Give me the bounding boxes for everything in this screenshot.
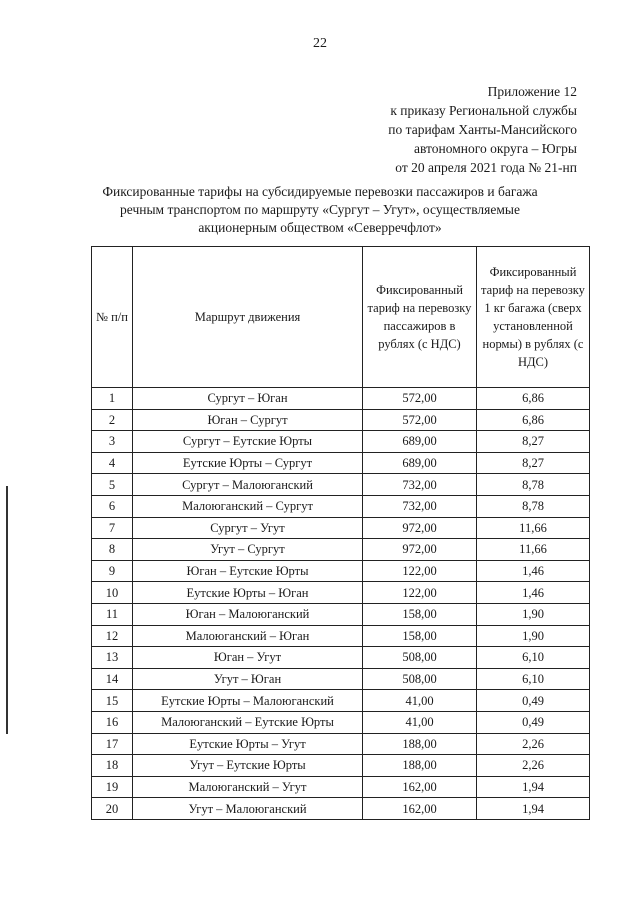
baggage-tariff-cell: 8,78 (477, 495, 590, 517)
row-number-cell: 5 (92, 474, 133, 496)
appendix-line: автономного округа – Югры (414, 141, 577, 156)
route-cell: Малоюганский – Угут (133, 776, 363, 798)
appendix-line: Приложение 12 (487, 84, 577, 99)
row-number-cell: 8 (92, 539, 133, 561)
table-row (92, 625, 590, 647)
route-cell: Сургут – Малоюганский (133, 474, 363, 496)
passenger-tariff-cell: 162,00 (363, 798, 477, 820)
table-row (92, 647, 590, 669)
baggage-tariff-cell: 6,10 (477, 668, 590, 690)
title-line: речным транспортом по маршруту «Сургут – Угут», осуществляемые (120, 202, 520, 217)
row-number-cell: 7 (92, 517, 133, 539)
row-number-cell: 10 (92, 582, 133, 604)
appendix-line: по тарифам Ханты-Мансийского (388, 122, 577, 137)
route-cell: Малоюганский – Еутские Юрты (133, 711, 363, 733)
passenger-tariff-cell: 972,00 (363, 517, 477, 539)
row-number-cell: 12 (92, 625, 133, 647)
title-line: Фиксированные тарифы на субсидируемые перевозки пассажиров и багажа (102, 184, 538, 199)
page-number: 22 (313, 36, 327, 51)
route-cell: Еутские Юрты – Юган (133, 582, 363, 604)
table-body (92, 388, 590, 820)
baggage-tariff-cell: 1,90 (477, 625, 590, 647)
column-header-route: Маршрут движения (133, 247, 363, 388)
baggage-tariff-cell: 2,26 (477, 733, 590, 755)
appendix-line: к приказу Региональной службы (390, 103, 577, 118)
table-row (92, 776, 590, 798)
table-row (92, 668, 590, 690)
table-row (92, 582, 590, 604)
table-row (92, 495, 590, 517)
document-title (70, 183, 570, 237)
passenger-tariff-cell: 158,00 (363, 603, 477, 625)
passenger-tariff-cell: 508,00 (363, 647, 477, 669)
table-row (92, 388, 590, 410)
route-cell: Угут – Юган (133, 668, 363, 690)
row-number-cell: 18 (92, 755, 133, 777)
route-cell: Угут – Еутские Юрты (133, 755, 363, 777)
baggage-tariff-cell: 1,94 (477, 798, 590, 820)
passenger-tariff-cell: 732,00 (363, 474, 477, 496)
passenger-tariff-cell: 972,00 (363, 539, 477, 561)
row-number-cell: 16 (92, 711, 133, 733)
route-cell: Юган – Сургут (133, 409, 363, 431)
baggage-tariff-cell: 1,90 (477, 603, 590, 625)
row-number-cell: 19 (92, 776, 133, 798)
baggage-tariff-cell: 1,46 (477, 582, 590, 604)
passenger-tariff-cell: 41,00 (363, 711, 477, 733)
route-cell: Малоюганский – Сургут (133, 495, 363, 517)
baggage-tariff-cell: 0,49 (477, 690, 590, 712)
baggage-tariff-cell: 8,27 (477, 452, 590, 474)
table-row (92, 755, 590, 777)
baggage-tariff-cell: 6,86 (477, 409, 590, 431)
row-number-cell: 15 (92, 690, 133, 712)
title-line: акционерным обществом «Северречфлот» (198, 220, 442, 235)
passenger-tariff-cell: 689,00 (363, 431, 477, 453)
row-number-cell: 14 (92, 668, 133, 690)
column-header-baggage-tariff: Фиксированный тариф на перевозку 1 кг багажа (сверх установленной нормы) в рублях (с НДС) (477, 247, 590, 388)
route-cell: Сургут – Юган (133, 388, 363, 410)
passenger-tariff-cell: 162,00 (363, 776, 477, 798)
table-row (92, 517, 590, 539)
row-number-cell: 4 (92, 452, 133, 474)
table-row (92, 539, 590, 561)
baggage-tariff-cell: 8,27 (477, 431, 590, 453)
passenger-tariff-cell: 122,00 (363, 560, 477, 582)
tariff-table (91, 246, 590, 820)
column-header-passenger-tariff: Фиксированный тариф на перевозку пассажиров в рублях (с НДС) (363, 247, 477, 388)
baggage-tariff-cell: 1,46 (477, 560, 590, 582)
row-number-cell: 17 (92, 733, 133, 755)
table-row (92, 603, 590, 625)
scan-margin-line (6, 486, 8, 734)
route-cell: Юган – Еутские Юрты (133, 560, 363, 582)
row-number-cell: 1 (92, 388, 133, 410)
route-cell: Угут – Сургут (133, 539, 363, 561)
passenger-tariff-cell: 158,00 (363, 625, 477, 647)
route-cell: Юган – Угут (133, 647, 363, 669)
row-number-cell: 2 (92, 409, 133, 431)
row-number-cell: 13 (92, 647, 133, 669)
appendix-line: от 20 апреля 2021 года № 21-нп (395, 160, 577, 175)
passenger-tariff-cell: 41,00 (363, 690, 477, 712)
table-row (92, 431, 590, 453)
baggage-tariff-cell: 6,86 (477, 388, 590, 410)
route-cell: Еутские Юрты – Малоюганский (133, 690, 363, 712)
table-row (92, 798, 590, 820)
baggage-tariff-cell: 8,78 (477, 474, 590, 496)
baggage-tariff-cell: 11,66 (477, 517, 590, 539)
passenger-tariff-cell: 508,00 (363, 668, 477, 690)
table-row (92, 474, 590, 496)
route-cell: Сургут – Еутские Юрты (133, 431, 363, 453)
route-cell: Угут – Малоюганский (133, 798, 363, 820)
baggage-tariff-cell: 11,66 (477, 539, 590, 561)
row-number-cell: 20 (92, 798, 133, 820)
table-row (92, 690, 590, 712)
passenger-tariff-cell: 732,00 (363, 495, 477, 517)
route-cell: Еутские Юрты – Сургут (133, 452, 363, 474)
row-number-cell: 11 (92, 603, 133, 625)
baggage-tariff-cell: 6,10 (477, 647, 590, 669)
route-cell: Малоюганский – Юган (133, 625, 363, 647)
route-cell: Сургут – Угут (133, 517, 363, 539)
route-cell: Еутские Юрты – Угут (133, 733, 363, 755)
passenger-tariff-cell: 122,00 (363, 582, 477, 604)
table-row (92, 711, 590, 733)
passenger-tariff-cell: 572,00 (363, 388, 477, 410)
table-row (92, 733, 590, 755)
passenger-tariff-cell: 188,00 (363, 733, 477, 755)
table-header-row (92, 247, 590, 388)
row-number-cell: 3 (92, 431, 133, 453)
passenger-tariff-cell: 188,00 (363, 755, 477, 777)
baggage-tariff-cell: 2,26 (477, 755, 590, 777)
table-row (92, 409, 590, 431)
row-number-cell: 9 (92, 560, 133, 582)
row-number-cell: 6 (92, 495, 133, 517)
table-row (92, 560, 590, 582)
baggage-tariff-cell: 1,94 (477, 776, 590, 798)
baggage-tariff-cell: 0,49 (477, 711, 590, 733)
appendix-reference (388, 82, 577, 177)
route-cell: Юган – Малоюганский (133, 603, 363, 625)
table-row (92, 452, 590, 474)
column-header-number: № п/п (92, 247, 133, 388)
passenger-tariff-cell: 689,00 (363, 452, 477, 474)
passenger-tariff-cell: 572,00 (363, 409, 477, 431)
